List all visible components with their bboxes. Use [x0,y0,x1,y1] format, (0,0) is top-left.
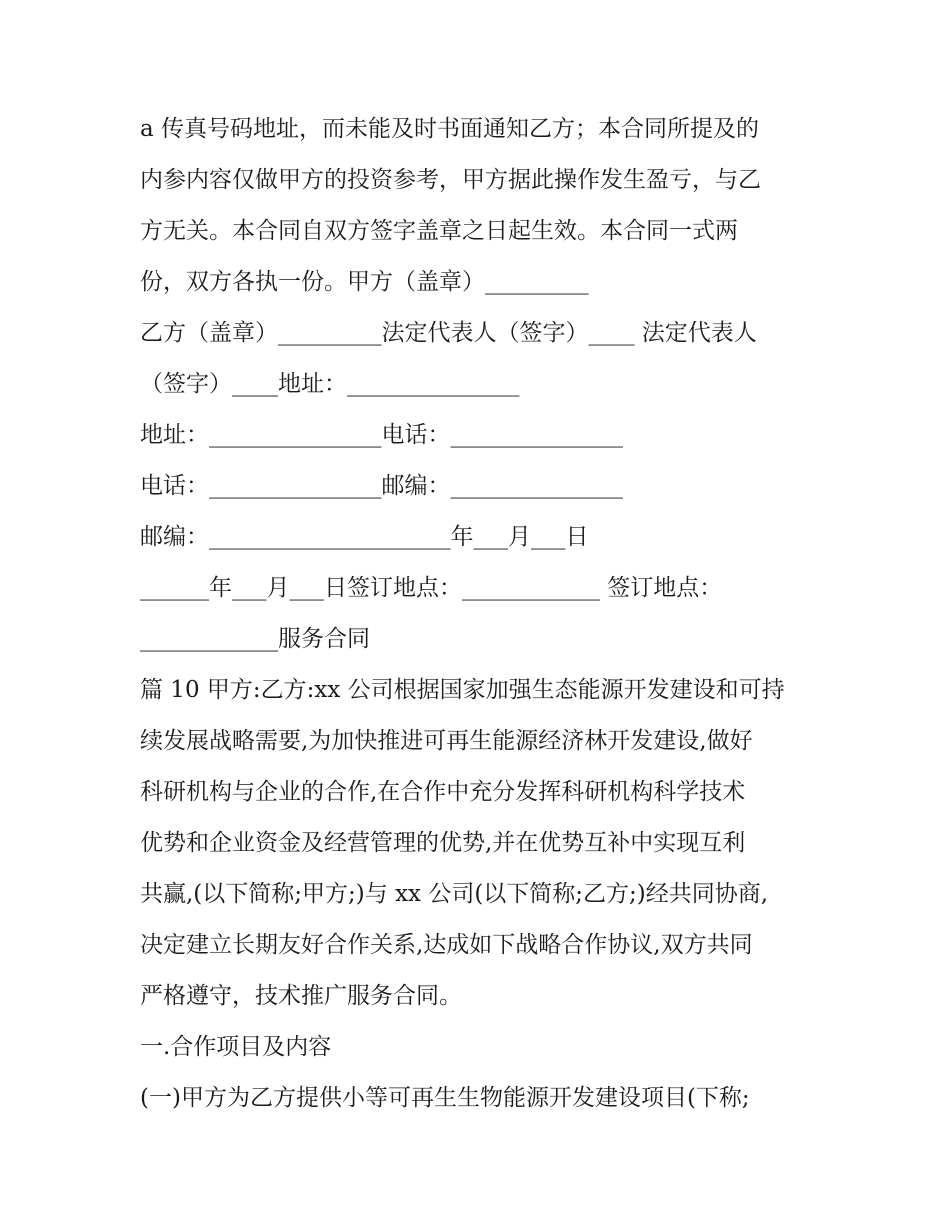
text-line: a 传真号码地址，而未能及时书面通知乙方；本合同所提及的 [140,116,760,142]
text-line: 优势和企业资金及经营管理的优势,并在优势互补中实现互利 [140,830,746,856]
text-line: 篇 10 甲方:乙方:xx 公司根据国家加强生态能源开发建设和可持 [140,677,785,703]
text-line: 内参内容仅做甲方的投资参考，甲方据此操作发生盈亏，与乙 [140,167,761,193]
text-line: 科研机构与企业的合作,在合作中充分发挥科研机构科学技术 [140,779,746,805]
text-line: 共赢,(以下简称;甲方;)与 xx 公司(以下简称;乙方;)经共同协商, [140,881,769,907]
text-line: 方无关。本合同自双方签字盖章之日起生效。本合同一式两 [140,218,738,244]
text-line: ______年___月___日签订地点：____________ 签订地点： [140,575,723,601]
text-line: 邮编：_____________________年___月___日 [140,524,589,550]
text-line: 决定建立长期友好合作关系,达成如下战略合作协议,双方共同 [140,932,753,958]
text-line: 地址：_______________电话：_______________ [140,422,623,448]
text-line: (一)甲方为乙方提供小等可再生生物能源开发建设项目(下称; [140,1085,750,1111]
document-body [140,104,820,1124]
text-line: 严格遵守，技术推广服务合同。 [140,983,462,1009]
text-line: （签字）____地址：_______________ [140,371,520,397]
text-line: 电话：_______________邮编：_______________ [140,473,623,499]
text-line: 乙方（盖章）_________法定代表人（签字）____ 法定代表人 [140,320,757,346]
section-heading: 一.合作项目及内容 [140,1034,332,1060]
text-line: 份，双方各执一份。甲方（盖章）_________ [140,269,589,295]
text-line: 续发展战略需要,为加快推进可再生能源经济林开发建设,做好 [140,728,753,754]
text-line: ____________服务合同 [140,626,370,652]
